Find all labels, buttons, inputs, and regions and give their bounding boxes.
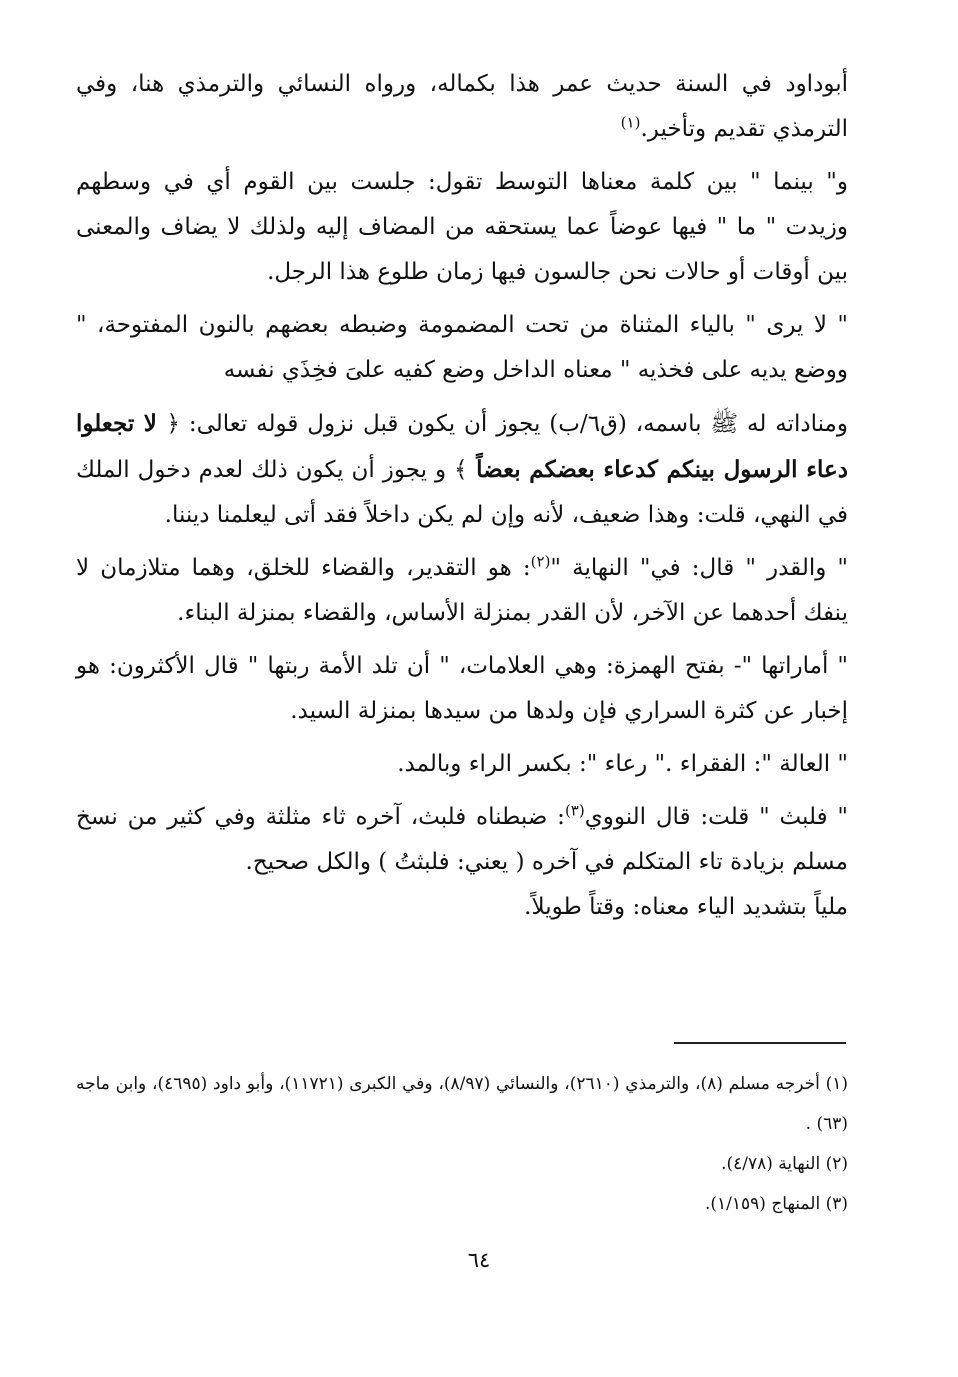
paragraph-7: " العالة ": الفقراء ." رعاء ": بكسر الراء وبالمد. [397,751,848,777]
paragraph-2: و" بينما " بين كلمة معناها التوسط تقول: جلست بين القوم أي في وسطهم وزيدت " ما " فيها عوضاً عما يستحقه من المضاف إليه ولذلك لا يضاف والمعنى بين أوقات أو حالات نحن جالسون فيها زمان طلوع هذا الرجل. [76,169,848,285]
paragraph-4-intro: ومناداته له ﷺ باسمه، (ق٦/ب) يجوز أن يكون قبل نزول قوله تعالى: ﴿ [166,411,848,437]
footnote-ref-2: (٢) [530,552,551,571]
footnote-3: (٣) المنهاج (١/١٥٩). [704,1194,848,1214]
paragraph-9: ملياً بتشديد الياء معناه: وقتاً طويلاً. [524,894,848,920]
paragraph-1 [76,62,848,152]
paragraph-6: " أماراتها "- بفتح الهمزة: وهي العلامات، " أن تلد الأمة ربتها " قال الأكثرون: هو إخبار عن كثرة السراري فإن ولدها من سيدها بمنزلة السيد. [76,653,848,724]
paragraph-1-text: أبوداود في السنة حديث عمر هذا بكماله، ورواه النسائي والترمذي هنا، وفي الترمذي تقديم وتأخير. [76,71,848,142]
quranic-quote: لا تجعلوا دعاء الرسول بينكم كدعاء بعضكم بعضاً [76,410,848,483]
footnote-2: (٢) النهاية (٤/٧٨). [721,1154,848,1174]
paragraph-5-rest: : هو التقدير، والقضاء للخلق، وهما متلازمان لا ينفك أحدهما عن الآخر، لأن القدر بمنزلة الأساس، والقضاء بمنزلة البناء. [76,555,848,626]
paragraph-3: " لا يرى " بالياء المثناة من تحت المضمومة وضبطه بعضهم بالنون المفتوحة، " ووضع يديه على فخذيه " معناه الداخل وضع كفيه علىَ فخِذَي نفسه [76,312,848,383]
footnote-ref-3: (٣) [564,801,585,820]
footnote-ref-1: (١) [620,113,641,132]
footnote-separator [674,1042,846,1044]
paragraph-8 [76,795,848,885]
paragraph-8-intro: " فلبث " قلت: قال النووي [584,804,848,830]
paragraph-5 [76,546,848,636]
paragraph-4-rest: ﴾ و يجوز أن يكون ذلك لعدم دخول الملك في النهي، قلت: وهذا ضعيف، لأنه وإن لم يكن داخلاً فقد أتى ليعلمنا ديننا. [76,457,848,528]
paragraph-5-intro: " والقدر " قال: في" النهاية " [550,555,849,581]
footnote-1: (١) أخرجه مسلم (٨)، والترمذي (٢٦١٠)، والنسائي (٨/٩٧)، وفي الكبرى (١١٧٢١)، وأبو داود (٤٦٩٥)، وابن ماجه (٦٣) . [76,1074,848,1134]
paragraph-8-rest: : ضبطناه فلبث، آخره ثاء مثلثة وفي كثير من نسخ مسلم بزيادة تاء المتكلم في آخره ( يعني: فلبثتُ ) والكل صحيح. [76,804,848,875]
page-number: ٦٤ [467,1248,491,1272]
footnotes [76,1064,848,1224]
paragraph-4 [76,401,848,538]
